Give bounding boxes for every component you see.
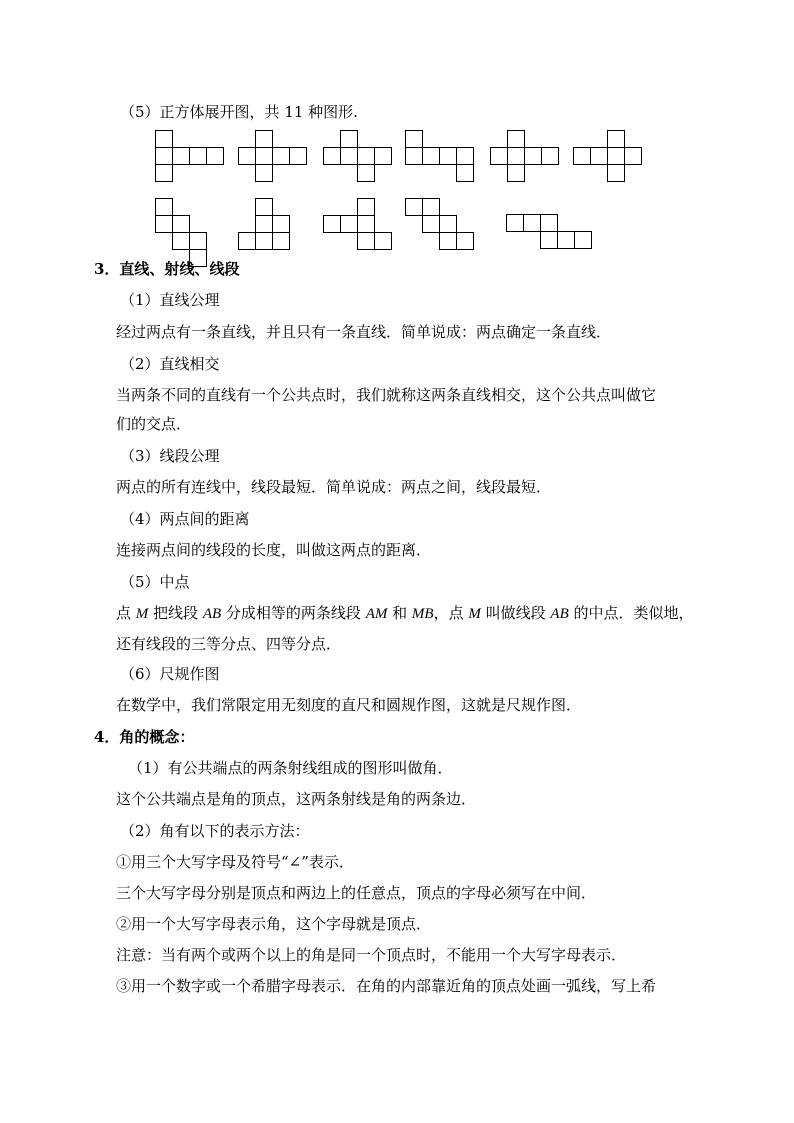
net-square [358, 233, 375, 250]
net-square [575, 232, 592, 249]
net-square [273, 148, 290, 165]
net-square [239, 233, 256, 250]
net-square [491, 148, 508, 165]
net-square [423, 148, 440, 165]
item-label-segment-axiom: （3）线段公理 [120, 447, 220, 465]
net-square [273, 216, 290, 233]
net-square [290, 148, 307, 165]
net-square [341, 148, 358, 165]
net-square [507, 215, 524, 232]
net-square [591, 148, 608, 165]
item-label-line-intersect: （2）直线相交 [120, 355, 220, 373]
net-square [156, 165, 173, 182]
net-square [173, 148, 190, 165]
angle-line-1: （1）有公共端点的两条射线组成的图形叫做角． [128, 759, 453, 777]
net-square [324, 148, 341, 165]
net-square [406, 131, 423, 148]
item-text-distance: 连接两点间的线段的长度，叫做这两点的距离． [116, 541, 432, 559]
angle-line-7: 注意：当有两个或两个以上的角是同一个顶点时，不能用一个大写字母表示． [116, 946, 627, 964]
net-square [558, 232, 575, 249]
angle-line-3: （2）角有以下的表示方法： [120, 822, 310, 840]
net-square [508, 131, 525, 148]
net-square [239, 148, 256, 165]
cube-net-1 [155, 130, 225, 183]
net-square [541, 215, 558, 232]
net-square [256, 148, 273, 165]
item-text-midpoint-2: 还有线段的三等分点、四等分点． [116, 635, 342, 653]
item-text-line-axiom: 经过两点有一条直线，并且只有一条直线．简单说成：两点确定一条直线． [116, 323, 612, 341]
item-text-segment-axiom: 两点的所有连线中，线段最短．简单说成：两点之间，线段最短． [116, 478, 552, 496]
item-label-line-axiom: （1）直线公理 [120, 291, 220, 309]
net-square [608, 148, 625, 165]
item-text-midpoint-1: 点 M 把线段 AB 分成相等的两条线段 AM 和 MB，点 M 叫做线段 AB 的中点．类似地， [116, 604, 694, 622]
section3-heading: 3．直线、射线、线段 [94, 260, 240, 278]
net-square [375, 148, 392, 165]
net-square [358, 165, 375, 182]
net-square [625, 148, 642, 165]
angle-line-2: 这个公共端点是角的顶点，这两条射线是角的两条边． [116, 790, 477, 808]
net-square [207, 148, 224, 165]
net-square [524, 215, 541, 232]
angle-line-4: ①用三个大写字母及符号“∠”表示． [116, 853, 354, 871]
net-square [256, 233, 273, 250]
net-square [341, 216, 358, 233]
net-square [423, 199, 440, 216]
net-square [156, 131, 173, 148]
net-square [358, 199, 375, 216]
net-square [173, 233, 190, 250]
net-square [608, 165, 625, 182]
net-square [574, 148, 591, 165]
net-square [440, 216, 457, 233]
net-square [457, 233, 474, 250]
net-square [406, 148, 423, 165]
nets-intro: （5）正方体展开图，共 11 种图形. [120, 103, 358, 121]
cube-net-7 [155, 198, 225, 251]
cube-net-6 [573, 130, 643, 183]
item-label-midpoint: （5）中点 [120, 573, 190, 591]
net-square [508, 165, 525, 182]
cube-net-2 [238, 130, 308, 183]
item-label-construction: （6）尺规作图 [120, 665, 220, 683]
net-square [190, 148, 207, 165]
net-square [341, 131, 358, 148]
net-square [406, 199, 423, 216]
item-text-line-intersect-1: 当两条不同的直线有一个公共点时，我们就称这两条直线相交，这个公共点叫做它 [116, 386, 657, 404]
net-square [156, 199, 173, 216]
net-square [457, 148, 474, 165]
item-text-construction: 在数学中，我们常限定用无刻度的直尺和圆规作图，这就是尺规作图． [116, 696, 582, 714]
angle-line-6: ②用一个大写字母表示角，这个字母就是顶点． [116, 915, 432, 933]
net-square [324, 216, 341, 233]
net-square [542, 148, 559, 165]
net-square [440, 233, 457, 250]
item-text-line-intersect-2: 们的交点． [116, 415, 192, 433]
net-square [273, 233, 290, 250]
net-square [190, 233, 207, 250]
net-square [358, 148, 375, 165]
cube-net-9 [323, 198, 393, 251]
cube-net-5 [490, 130, 560, 183]
net-square [375, 233, 392, 250]
cube-net-8 [238, 198, 308, 251]
net-square [508, 148, 525, 165]
angle-line-5: 三个大写字母分别是顶点和两边上的任意点，顶点的字母必须写在中间． [116, 884, 597, 902]
net-square [440, 148, 457, 165]
net-square [156, 148, 173, 165]
net-square [256, 165, 273, 182]
net-square [256, 199, 273, 216]
net-square [358, 216, 375, 233]
net-square [608, 131, 625, 148]
cube-net-10 [405, 198, 475, 251]
cube-net-3 [323, 130, 393, 183]
net-square [525, 148, 542, 165]
item-label-distance: （4）两点间的距离 [120, 510, 250, 528]
net-square [457, 165, 474, 182]
angle-line-8: ③用一个数字或一个希腊字母表示．在角的内部靠近角的顶点处画一弧线，写上希 [116, 977, 657, 995]
section4-heading: 4．角的概念： [94, 728, 195, 746]
net-square [256, 216, 273, 233]
cube-net-4 [405, 130, 475, 183]
net-square [156, 216, 173, 233]
net-square [173, 216, 190, 233]
net-square [256, 131, 273, 148]
cube-net-11 [506, 214, 594, 251]
net-square [541, 232, 558, 249]
net-square [423, 216, 440, 233]
